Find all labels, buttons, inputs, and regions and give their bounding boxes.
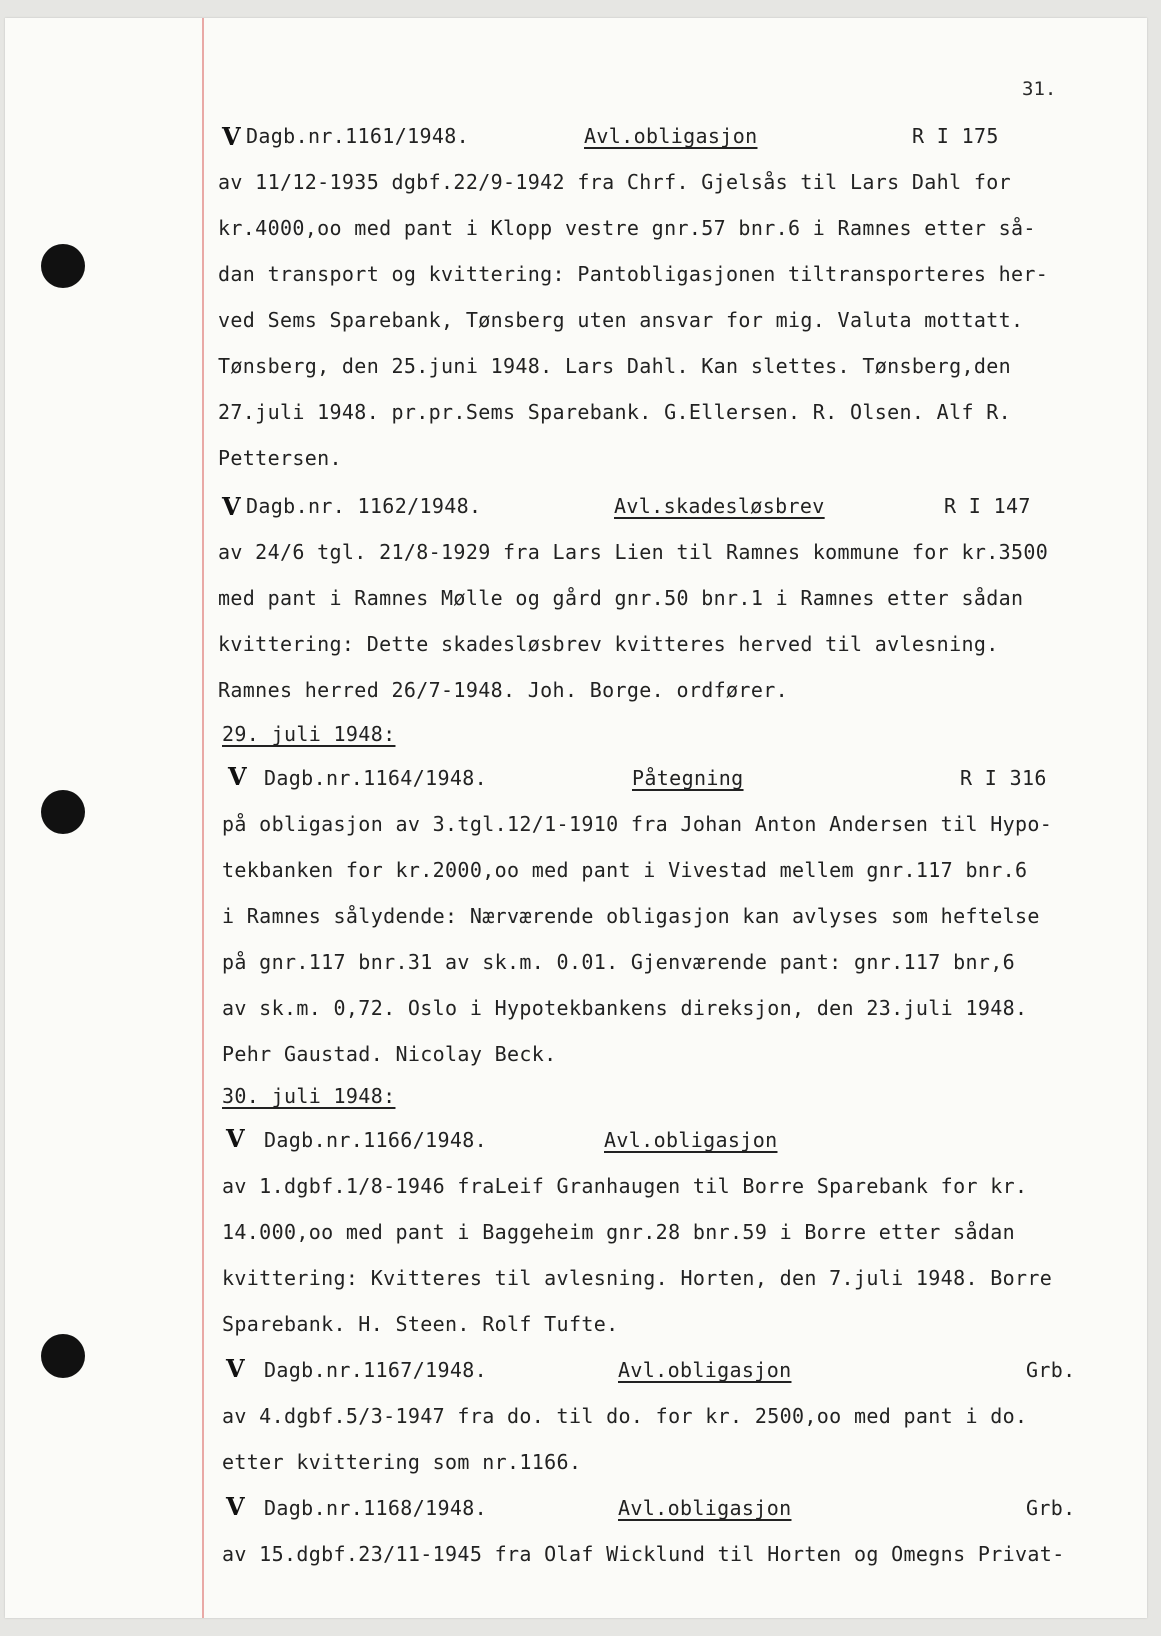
entry-type: Påtegning [632,766,744,790]
entry-line: av 24/6 tgl. 21/8-1929 fra Lars Lien til Ramnes kommune for kr.3500 [218,540,1049,564]
check-mark: V [226,1354,245,1383]
entry-ref: Dagb.nr.1161/1948. [246,124,470,148]
entry-ref: Dagb.nr.1166/1948. [264,1128,488,1152]
check-mark: V [222,122,241,151]
entry-ref: Dagb.nr. 1162/1948. [246,494,482,518]
entry-line: 27.juli 1948. pr.pr.Sems Sparebank. G.Ellersen. R. Olsen. Alf R. [218,400,1012,424]
entry-type: Avl.obligasjon [604,1128,778,1152]
entry-ref: Dagb.nr.1167/1948. [264,1358,488,1382]
entry-line: dan transport og kvittering: Pantobligasjonen tiltransporteres her- [218,262,1049,286]
entry-code: R I 147 [944,494,1031,518]
entry-line: tekbanken for kr.2000,oo med pant i Vivestad mellem gnr.117 bnr.6 [222,858,1028,882]
entry-line: av 11/12-1935 dgbf.22/9-1942 fra Chrf. Gjelsås til Lars Dahl for [218,170,1012,194]
entry-line: Tønsberg, den 25.juni 1948. Lars Dahl. Kan slettes. Tønsberg,den [218,354,1012,378]
entry-line: med pant i Ramnes Mølle og gård gnr.50 bnr.1 i Ramnes etter sådan [218,586,1024,610]
entry-line: på obligasjon av 3.tgl.12/1-1910 fra Johan Anton Andersen til Hypo- [222,812,1053,836]
entry-line: Ramnes herred 26/7-1948. Joh. Borge. ordfører. [218,678,788,702]
entry-line: 14.000,oo med pant i Baggeheim gnr.28 bnr.59 i Borre etter sådan [222,1220,1016,1244]
margin-line [202,18,204,1618]
entry-line: av 15.dgbf.23/11-1945 fra Olaf Wicklund til Horten og Omegns Privat- [222,1542,1065,1566]
entry-code: R I 175 [912,124,999,148]
check-mark: V [226,1124,245,1153]
entry-code: R I 316 [960,766,1047,790]
entry-code: Grb. [1026,1358,1076,1382]
entry-line: Sparebank. H. Steen. Rolf Tufte. [222,1312,619,1336]
entry-line: av sk.m. 0,72. Oslo i Hypotekbankens direksjon, den 23.juli 1948. [222,996,1028,1020]
page-number: 31. [1022,78,1057,100]
entry-line: av 1.dgbf.1/8-1946 fraLeif Granhaugen til Borre Sparebank for kr. [222,1174,1028,1198]
entry-ref: Dagb.nr.1168/1948. [264,1496,488,1520]
entry-line: i Ramnes sålydende: Nærværende obligasjon kan avlyses som heftelse [222,904,1040,928]
entry-code: Grb. [1026,1496,1076,1520]
check-mark: V [226,1492,245,1521]
punch-hole-middle [41,790,85,834]
date-heading: 29. juli 1948: [222,722,396,746]
entry-type: Avl.obligasjon [584,124,758,148]
entry-line: kvittering: Kvitteres til avlesning. Horten, den 7.juli 1948. Borre [222,1266,1053,1290]
entry-line: av 4.dgbf.5/3-1947 fra do. til do. for kr. 2500,oo med pant i do. [222,1404,1028,1428]
entry-line: Pehr Gaustad. Nicolay Beck. [222,1042,557,1066]
entry-line: på gnr.117 bnr.31 av sk.m. 0.01. Gjenværende pant: gnr.117 bnr,6 [222,950,1016,974]
entry-line: kr.4000,oo med pant i Klopp vestre gnr.57 bnr.6 i Ramnes etter så- [218,216,1036,240]
punch-hole-bottom [41,1334,85,1378]
entry-ref: Dagb.nr.1164/1948. [264,766,488,790]
entry-line: kvittering: Dette skadesløsbrev kvitteres herved til avlesning. [218,632,999,656]
entry-line: Pettersen. [218,446,342,470]
date-heading: 30. juli 1948: [222,1084,396,1108]
check-mark: V [228,762,247,791]
entry-type: Avl.obligasjon [618,1358,792,1382]
punch-hole-top [41,244,85,288]
check-mark: V [222,492,241,521]
entry-line: ved Sems Sparebank, Tønsberg uten ansvar for mig. Valuta mottatt. [218,308,1024,332]
entry-type: Avl.obligasjon [618,1496,792,1520]
entry-line: etter kvittering som nr.1166. [222,1450,582,1474]
entry-type: Avl.skadesløsbrev [614,494,825,518]
